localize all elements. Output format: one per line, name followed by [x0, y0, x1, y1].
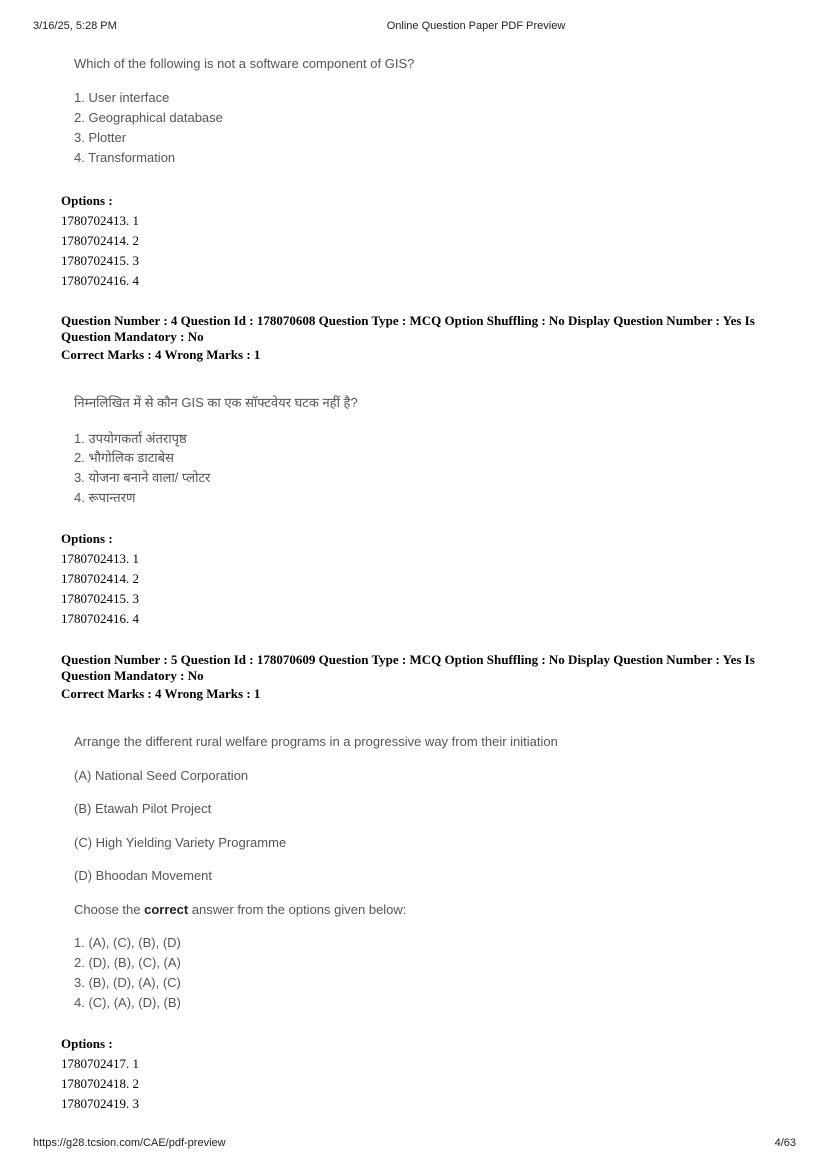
question-4-marks: Correct Marks : 4 Wrong Marks : 1: [61, 347, 261, 362]
option-row: 1780702416. 4: [61, 611, 139, 626]
question-5-item-b: (B) Etawah Pilot Project: [74, 801, 212, 816]
option-row: 1780702416. 4: [61, 273, 139, 288]
question-4-meta-line1: Question Number : 4 Question Id : 178070608 Question Type : MCQ Option Shuffling : No Display Question Number : Yes Is: [61, 313, 755, 328]
option-row: 1780702418. 2: [61, 1076, 139, 1091]
option-row: 1780702419. 3: [61, 1096, 139, 1111]
question-4-choice-4: 4. रूपान्तरण: [74, 490, 136, 505]
question-5-choice-1: 1. (A), (C), (B), (D): [74, 935, 181, 950]
question-5-meta-line1: Question Number : 5 Question Id : 178070609 Question Type : MCQ Option Shuffling : No Display Question Number : Yes Is: [61, 652, 755, 667]
question-5-instruction-bold: correct: [144, 902, 189, 917]
option-row: 1780702414. 2: [61, 233, 139, 248]
option-row: 1780702417. 1: [61, 1056, 139, 1071]
question-5-meta: [61, 652, 781, 702]
question-3-options: [61, 191, 139, 291]
question-4-choice-1: 1. उपयोगकर्ता अंतरापृष्ठ: [74, 431, 187, 446]
question-5-instruction-pre: Choose the: [74, 902, 145, 917]
option-row: 1780702413. 1: [61, 551, 139, 566]
options-label: Options :: [61, 193, 113, 208]
question-5-item-c: (C) High Yielding Variety Programme: [74, 835, 287, 850]
question-5-choice-3: 3. (B), (D), (A), (C): [74, 975, 181, 990]
footer-url[interactable]: https://g28.tcsion.com/CAE/pdf-preview: [33, 1137, 226, 1149]
question-4-meta: [61, 313, 781, 363]
question-5-item-d: (D) Bhoodan Movement: [74, 868, 213, 883]
question-4-choice-2: 2. भौगोलिक डाटाबेस: [74, 450, 174, 465]
options-label: Options :: [61, 1036, 113, 1051]
question-3-choice-1: 1. User interface: [74, 90, 170, 105]
option-row: 1780702414. 2: [61, 571, 139, 586]
question-5-options: [61, 1034, 139, 1114]
question-5-text: Arrange the different rural welfare programs in a progressive way from their initiation: [74, 734, 558, 749]
question-4-choice-3: 3. योजना बनाने वाला/ प्लोटर: [74, 470, 211, 485]
question-4-meta-line2: Question Mandatory : No: [61, 329, 204, 344]
question-5-choice-4: 4. (C), (A), (D), (B): [74, 995, 181, 1010]
question-3-text: Which of the following is not a software component of GIS?: [74, 56, 415, 71]
options-label: Options :: [61, 531, 113, 546]
question-3-choice-3: 3. Plotter: [74, 130, 127, 145]
question-3-choice-2: 2. Geographical database: [74, 110, 223, 125]
header-datetime: 3/16/25, 5:28 PM: [33, 20, 117, 32]
question-5-marks: Correct Marks : 4 Wrong Marks : 1: [61, 686, 261, 701]
question-5-instruction-post: answer from the options given below:: [188, 902, 407, 917]
question-5-choice-2: 2. (D), (B), (C), (A): [74, 955, 181, 970]
option-row: 1780702415. 3: [61, 253, 139, 268]
header-title: Online Question Paper PDF Preview: [386, 20, 566, 32]
option-row: 1780702415. 3: [61, 591, 139, 606]
footer-page-number: 4/63: [774, 1137, 796, 1149]
option-row: 1780702413. 1: [61, 213, 139, 228]
question-5-item-a: (A) National Seed Corporation: [74, 768, 249, 783]
question-4-text: निम्नलिखित में से कौन GIS का एक सॉफ्टवेयर घटक नहीं है?: [74, 395, 358, 410]
question-4-options: [61, 529, 139, 629]
question-3-choice-4: 4. Transformation: [74, 150, 176, 165]
question-5-instruction: [74, 902, 406, 917]
question-5-meta-line2: Question Mandatory : No: [61, 668, 204, 683]
